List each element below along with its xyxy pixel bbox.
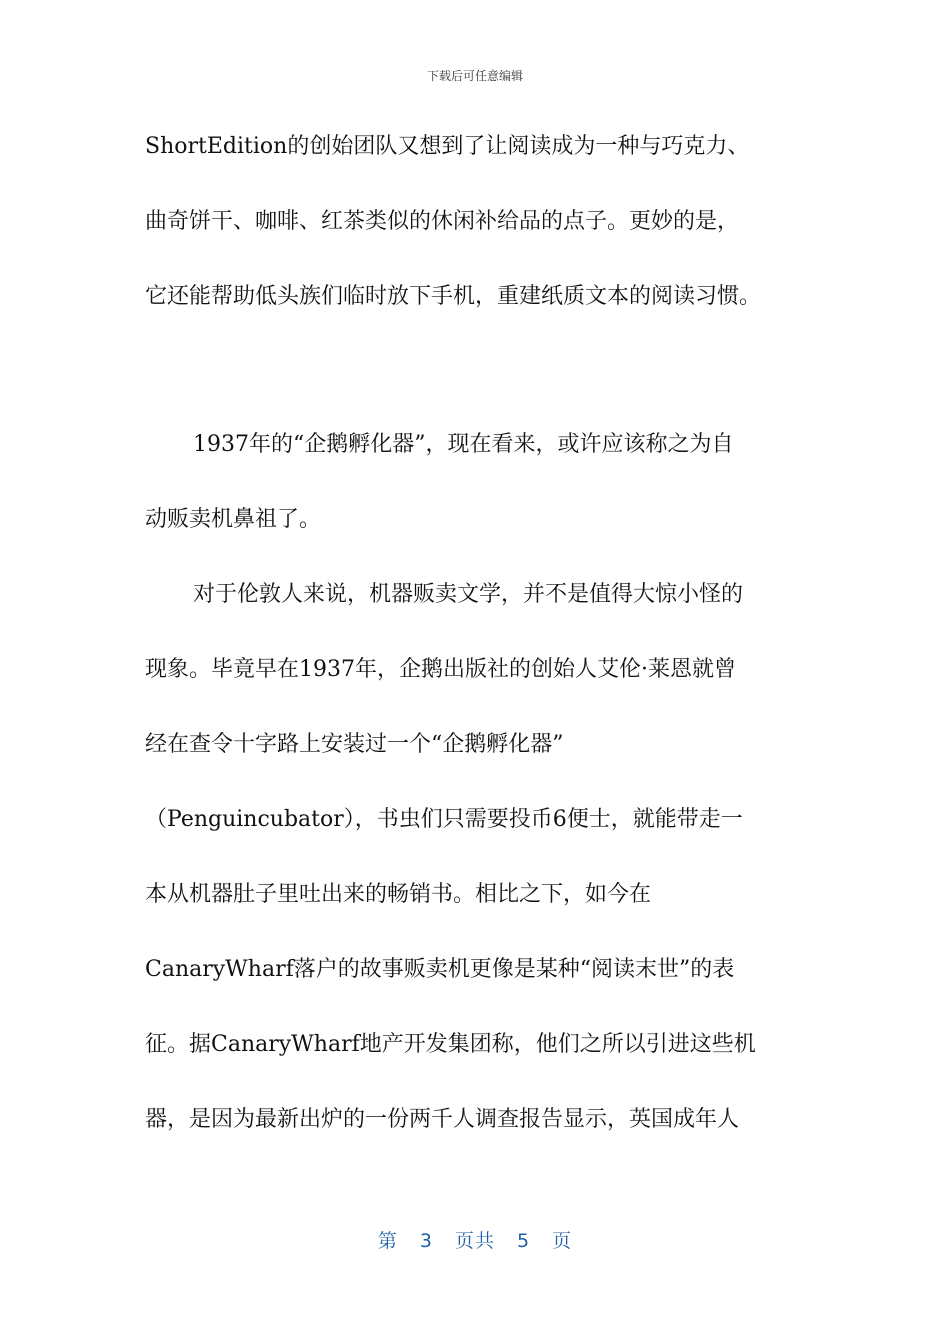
paragraph-line: 征。据CanaryWharf地产开发集团称，他们之所以引进这些机 <box>145 1032 756 1057</box>
paragraph-line: 本从机器肚子里吐出来的畅销书。相比之下，如今在 <box>145 882 652 907</box>
paragraph-line: 对于伦敦人来说，机器贩卖文学，并不是值得大惊小怪的 <box>193 582 744 607</box>
paragraph-line: 曲奇饼干、咖啡、红茶类似的休闲补给品的点子。更妙的是， <box>145 209 740 234</box>
current-page-number: 3 <box>419 1230 433 1252</box>
paragraph-line: CanaryWharf落户的故事贩卖机更像是某种“阅读末世”的表 <box>145 957 735 982</box>
paragraph-line: 动贩卖机鼻祖了。 <box>145 507 322 532</box>
page-footer <box>0 1226 950 1253</box>
paragraph-line: 经在查令十字路上安装过一个“企鹅孵化器” <box>145 732 564 757</box>
footer-prefix: 第 <box>377 1230 398 1252</box>
paragraph-line: 它还能帮助低头族们临时放下手机，重建纸质文本的阅读习惯。 <box>145 284 762 309</box>
paragraph-3 <box>145 557 805 1157</box>
total-page-number: 5 <box>517 1230 531 1252</box>
footer-suffix: 页 <box>552 1230 573 1252</box>
paragraph-line: （Penguincubator），书虫们只需要投币6便士，就能带走一 <box>145 807 743 832</box>
header-note: 下载后可任意编辑 <box>426 69 523 83</box>
paragraph-line: 现象。毕竟早在1937年，企鹅出版社的创始人艾伦·莱恩就曾 <box>145 657 736 682</box>
paragraph-line: 器，是因为最新出炉的一份两千人调查报告显示，英国成年人 <box>145 1107 740 1132</box>
paragraph-1 <box>145 109 805 334</box>
paragraph-line: 1937年的“企鹅孵化器”，现在看来，或许应该称之为自 <box>193 432 734 457</box>
paragraph-line: ShortEdition的创始团队又想到了让阅读成为一种与巧克力、 <box>145 134 750 159</box>
paragraph-2 <box>145 407 805 557</box>
footer-middle: 页共 <box>454 1230 495 1252</box>
